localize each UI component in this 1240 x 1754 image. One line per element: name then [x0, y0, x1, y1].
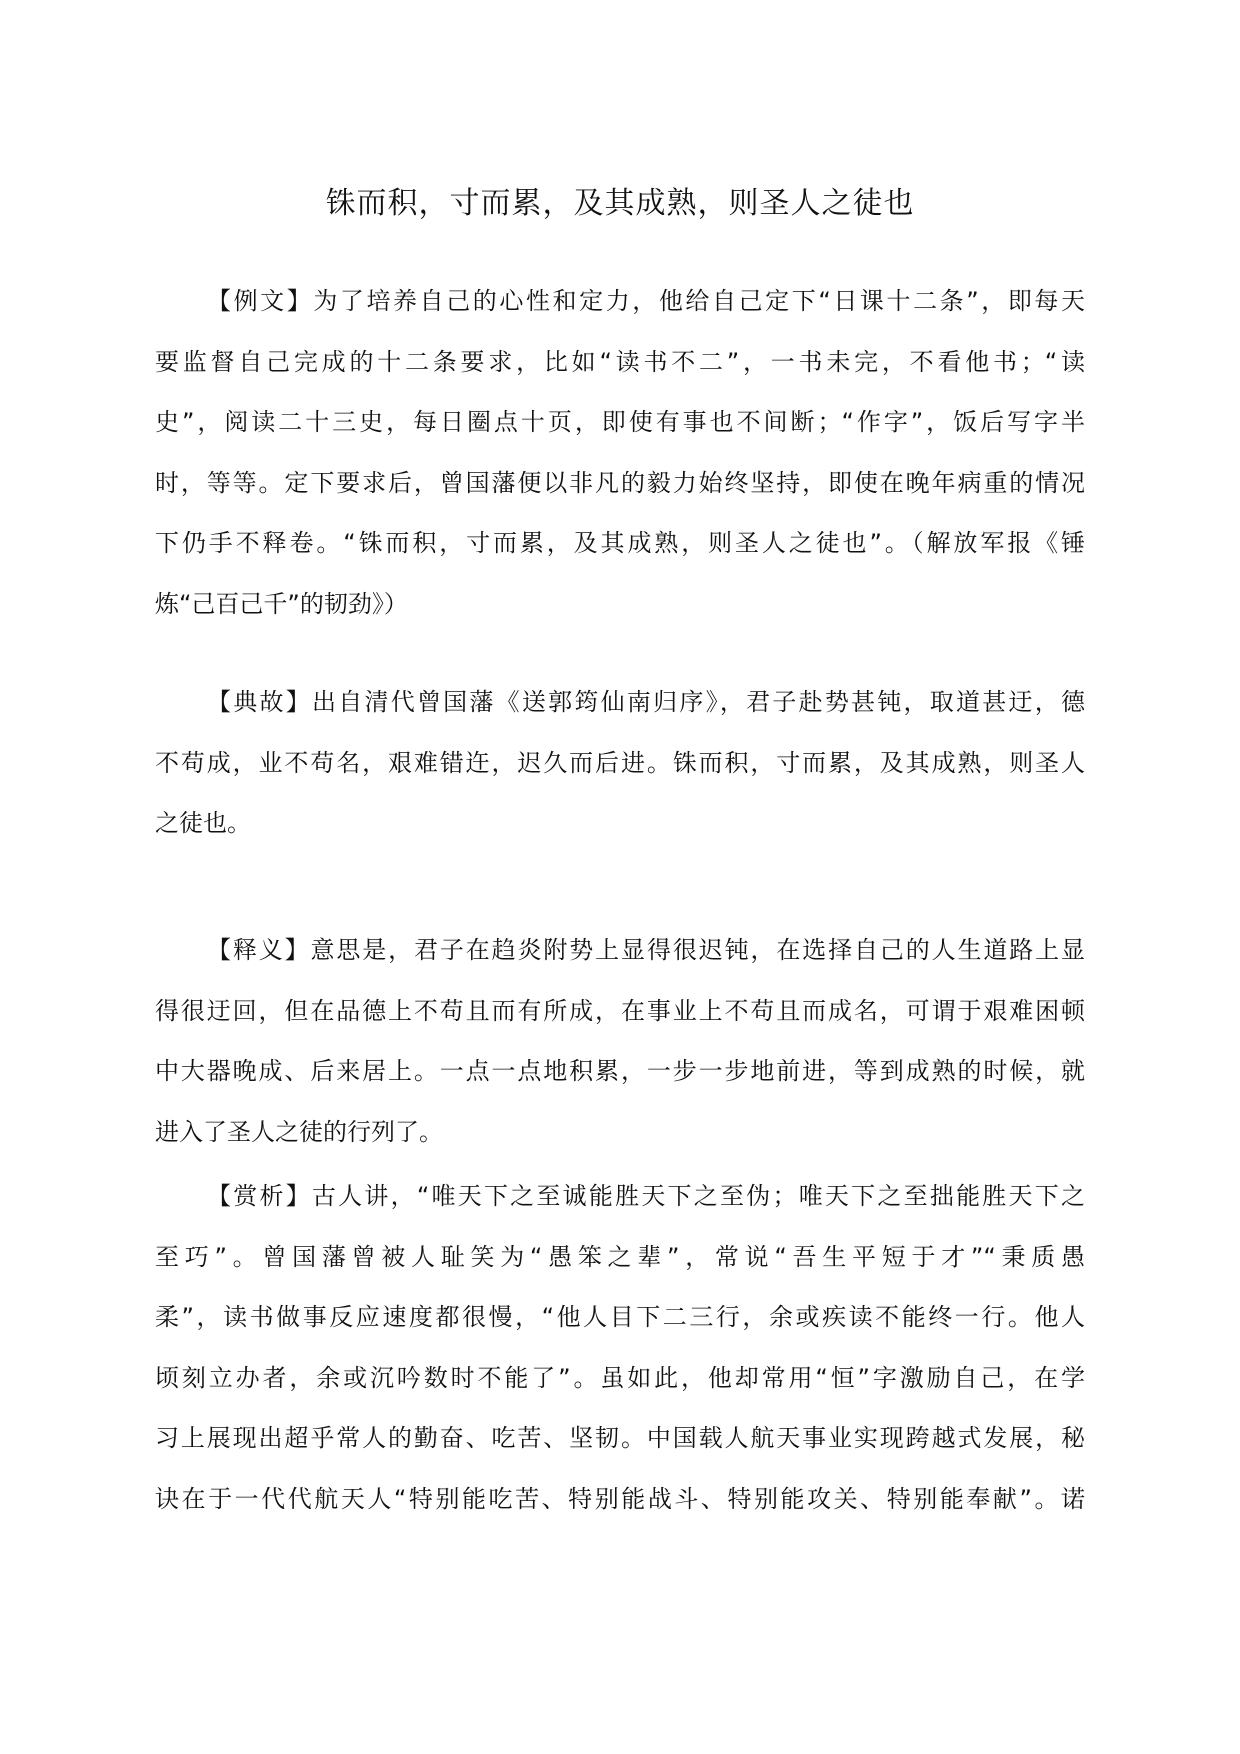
paragraph-appreciation — [155, 1166, 1085, 1529]
paragraph-line: 炼“己百己千”的韧劲》） — [155, 589, 408, 618]
paragraph-line: 【典故】出自清代曾国藩《送郭筠仙南归序》，君子赴势甚钝，取道甚迂，德 — [207, 688, 1085, 716]
paragraph-line: 中大器晚成、后来居上。一点一点地积累，一步一步地前进，等到成熟的时候，就 — [155, 1057, 1085, 1085]
paragraph-line: 【赏析】古人讲，“唯天下之至诚能胜天下之至伪；唯天下之至拙能胜天下之 — [207, 1182, 1085, 1210]
paragraph-line: 诀在于一代代航天人“特别能吃苦、特别能战斗、特别能攻关、特别能奉献”。诺 — [155, 1484, 1085, 1513]
paragraph-line: 顷刻立办者，余或沉吟数时不能了”。虽如此，他却常用“恒”字激励自己，在学 — [155, 1363, 1085, 1392]
paragraph-line: 习上展现出超乎常人的勤奋、吃苦、坚韧。中国载人航天事业实现跨越式发展，秘 — [155, 1424, 1085, 1452]
paragraph-line: 进入了圣人之徒的行列了。 — [155, 1117, 443, 1146]
paragraph-line: 时，等等。定下要求后，曾国藩便以非凡的毅力始终坚持，即使在晚年病重的情况 — [155, 468, 1085, 497]
paragraph-line: 之徒也。 — [155, 809, 251, 837]
document-title: 铢而积，寸而累，及其成熟，则圣人之徒也 — [325, 186, 915, 221]
paragraph-line: 【例文】为了培养自己的心性和定力，他给自己定下“日课十二条”，即每天 — [207, 287, 1085, 315]
paragraph-meaning — [155, 920, 1085, 1162]
paragraph-example — [155, 271, 1085, 634]
paragraph-line: 柔”，读书做事反应速度都很慢，“他人目下二三行，余或疾读不能终一行。他人 — [155, 1303, 1085, 1331]
paragraph-line: 得很迂回，但在品德上不苟且而有所成，在事业上不苟且而成名，可谓于艰难困顿 — [155, 996, 1085, 1025]
paragraph-source — [155, 672, 1085, 854]
paragraph-line: 史”，阅读二十三史，每日圈点十页，即使有事也不间断；“作字”，饭后写字半 — [155, 408, 1085, 436]
paragraph-line: 要监督自己完成的十二条要求，比如“读书不二”，一书未完，不看他书；“读 — [155, 347, 1085, 376]
paragraph-line: 【释义】意思是，君子在趋炎附势上显得很迟钝，在选择自己的人生道路上显 — [207, 936, 1085, 964]
paragraph-line: 下仍手不释卷。“铢而积，寸而累，及其成熟，则圣人之徒也”。（解放军报《锤 — [155, 529, 1085, 557]
paragraph-line: 至巧”。曾国藩曾被人耻笑为“愚笨之辈”，常说“吾生平短于才”“秉质愚 — [155, 1242, 1085, 1271]
paragraph-line: 不苟成，业不苟名，艰难错迕，迟久而后进。铢而积，寸而累，及其成熟，则圣人 — [155, 748, 1085, 777]
